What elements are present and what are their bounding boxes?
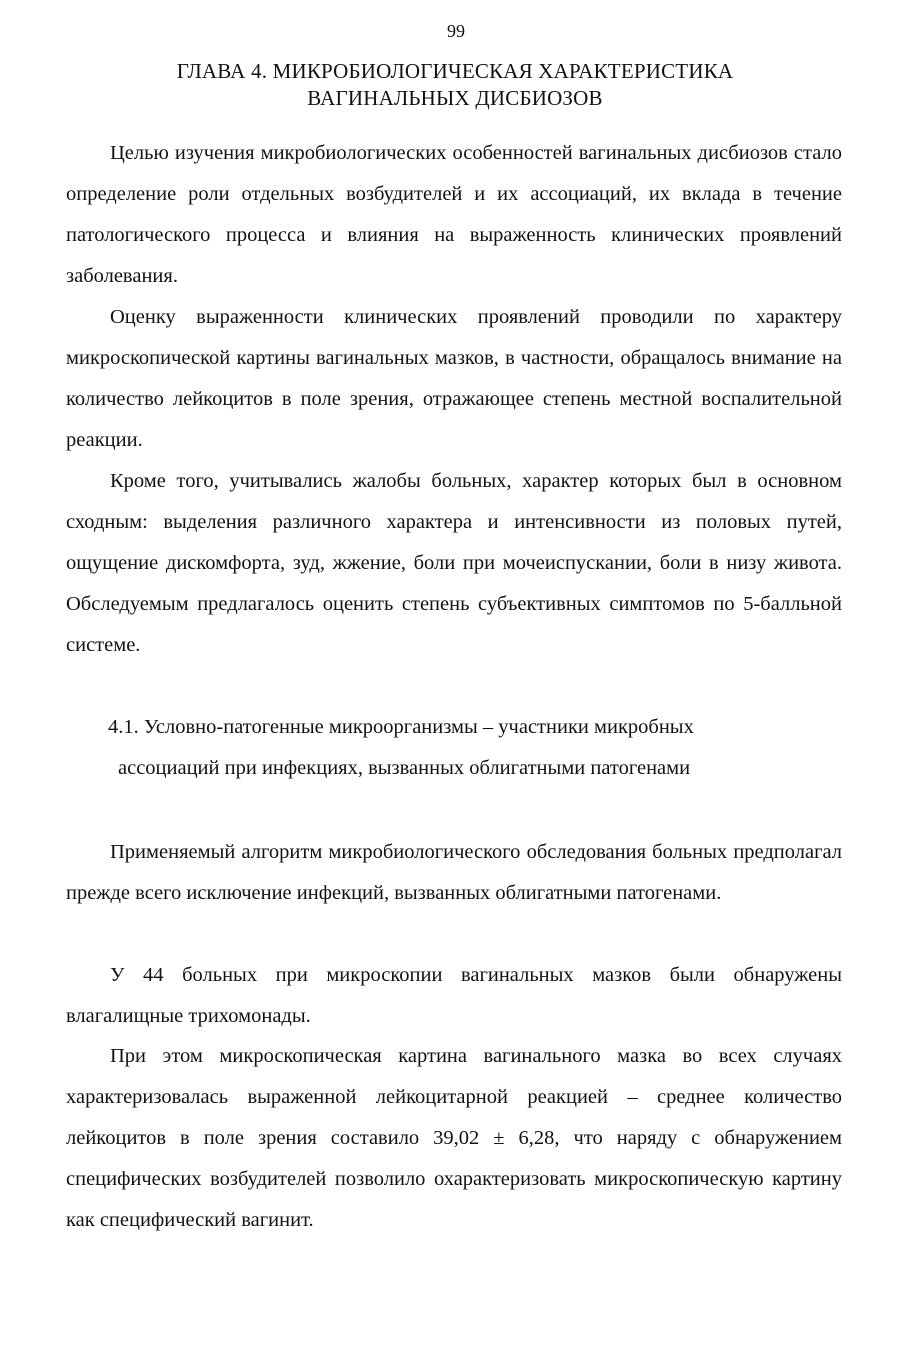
section-heading: [60, 707, 860, 789]
section-heading-line-1: 4.1. Условно-патогенные микроорганизмы – участники микробных: [108, 716, 694, 738]
section-paragraph-1: Применяемый алгоритм микробиологического обследования больных предполагал прежде всего исключение инфекций, вызванных облигатными патогенами.: [66, 841, 842, 904]
page-number: 99: [447, 21, 465, 41]
intro-paragraph-1: Целью изучения микробиологических особенностей вагинальных дисбиозов стало определение роли отдельных возбудителей и их ассоциаций, их вклада в течение патологического процесса и влияния на выраженность клинических проявлений заболевания.: [66, 142, 842, 287]
section-heading-line-2: ассоциаций при инфекциях, вызванных облигатными патогенами: [118, 757, 691, 779]
chapter-title-line-1: ГЛАВА 4. МИКРОБИОЛОГИЧЕСКАЯ ХАРАКТЕРИСТИКА: [176, 59, 734, 83]
intro-paragraph-3: Кроме того, учитывались жалобы больных, характер которых был в основном сходным: выделения различного характера и интенсивности из половых путей, ощущение дискомфорта, зуд, жжение, боли при мочеиспускании, боли в низу живота. Обследуемым предлагалось оценить степень субъективных симптомов по 5-балльной системе.: [66, 470, 842, 656]
intro-paragraph-2: Оценку выраженности клинических проявлений проводили по характеру микроскопической картины вагинальных мазков, в частности, обращалось внимание на количество лейкоцитов в поле зрения, отражающее степень местной воспалительной реакции.: [66, 306, 842, 451]
chapter-title-line-2: ВАГИНАЛЬНЫХ ДИСБИОЗОВ: [307, 86, 603, 110]
section-paragraph-2: У 44 больных при микроскопии вагинальных мазков были обнаружены влагалищные трихомонады.: [66, 964, 842, 1027]
chapter-title: [60, 58, 850, 112]
section-paragraph-3: При этом микроскопическая картина вагинального мазка во всех случаях характеризовалась выраженной лейкоцитарной реакцией – среднее количество лейкоцитов в поле зрения составило 39,02 ± 6,28, что наряду с обнаружением специфических возбудителей позволило охарактеризовать микроскопическую картину как специфический вагинит.: [66, 1045, 842, 1231]
